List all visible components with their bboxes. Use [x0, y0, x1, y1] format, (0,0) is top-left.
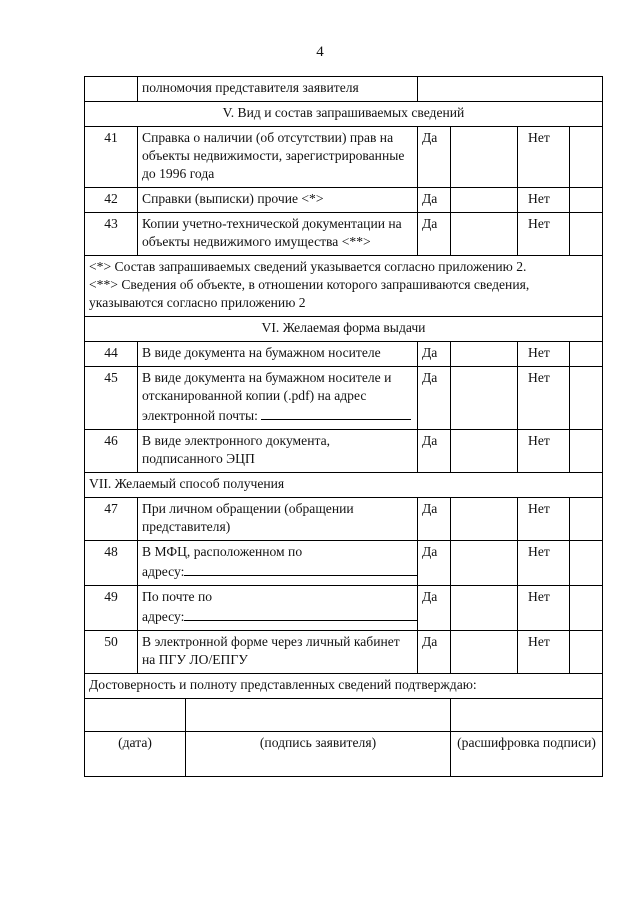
no-label: Нет: [518, 498, 570, 541]
signature-field[interactable]: [186, 699, 451, 732]
address-field[interactable]: [184, 561, 418, 576]
table-row: [85, 127, 603, 188]
row-number: 46: [85, 430, 138, 473]
transcript-field[interactable]: [451, 699, 603, 732]
row-label-suffix: адресу:: [142, 609, 185, 624]
yes-checkbox[interactable]: [451, 586, 518, 631]
row-label: В виде документа на бумажном носителе и отсканированной копии (.pdf) на адрес: [142, 370, 392, 403]
row-number: 41: [85, 127, 138, 188]
no-label: Нет: [518, 586, 570, 631]
table-row: [85, 541, 603, 586]
yes-checkbox[interactable]: [451, 498, 518, 541]
table-row: [85, 430, 603, 473]
request-form-table: [84, 76, 603, 777]
no-checkbox[interactable]: [570, 213, 603, 256]
yes-label: Да: [418, 541, 451, 586]
signature-blank-row: [85, 699, 603, 732]
no-checkbox[interactable]: [570, 188, 603, 213]
yes-label: Да: [418, 342, 451, 367]
yes-label: Да: [418, 430, 451, 473]
row-number: 42: [85, 188, 138, 213]
row-label-suffix: адресу:: [142, 564, 185, 579]
no-label: Нет: [518, 367, 570, 430]
address-field[interactable]: [184, 606, 418, 621]
yes-label: Да: [418, 498, 451, 541]
no-label: Нет: [518, 430, 570, 473]
email-field[interactable]: [261, 405, 411, 420]
yes-label: Да: [418, 127, 451, 188]
yes-checkbox[interactable]: [451, 188, 518, 213]
table-row: [85, 631, 603, 674]
row-label: полномочия представителя заявителя: [138, 77, 418, 102]
yes-checkbox[interactable]: [451, 541, 518, 586]
section-header-row: [85, 473, 603, 498]
no-checkbox[interactable]: [570, 430, 603, 473]
no-checkbox[interactable]: [570, 367, 603, 430]
table-row: [85, 342, 603, 367]
no-checkbox[interactable]: [570, 498, 603, 541]
no-label: Нет: [518, 631, 570, 674]
row-number: 48: [85, 541, 138, 586]
row-number: 47: [85, 498, 138, 541]
row-number: 44: [85, 342, 138, 367]
page-number: 4: [316, 44, 324, 60]
date-field[interactable]: [85, 699, 186, 732]
yes-label: Да: [418, 631, 451, 674]
date-label: (дата): [85, 732, 186, 777]
notes-cell: [85, 256, 603, 317]
no-checkbox[interactable]: [570, 586, 603, 631]
transcript-label: (расшифровка подписи): [451, 732, 603, 777]
yes-checkbox[interactable]: [451, 127, 518, 188]
row-label: По почте по: [142, 589, 213, 604]
row-number: 43: [85, 213, 138, 256]
yes-label: Да: [418, 213, 451, 256]
confirmation-text: Достоверность и полноту представленных сведений подтверждаю:: [85, 674, 603, 699]
row-number: 49: [85, 586, 138, 631]
row-label: Справка о наличии (об отсутствии) прав на объекты недвижимости, зарегистрированные до 1996 года: [138, 127, 418, 188]
no-checkbox[interactable]: [570, 541, 603, 586]
applicant-signature-label: (подпись заявителя): [186, 732, 451, 777]
yes-checkbox[interactable]: [451, 430, 518, 473]
no-label: Нет: [518, 213, 570, 256]
notes-row: [85, 256, 603, 317]
section-5-title: V. Вид и состав запрашиваемых сведений: [85, 102, 603, 127]
table-row: [85, 77, 603, 102]
value-cell[interactable]: [418, 77, 603, 102]
table-row: [85, 188, 603, 213]
yes-checkbox[interactable]: [451, 342, 518, 367]
yes-label: Да: [418, 188, 451, 213]
yes-checkbox[interactable]: [451, 367, 518, 430]
signature-label-row: [85, 732, 603, 777]
yes-checkbox[interactable]: [451, 213, 518, 256]
no-checkbox[interactable]: [570, 342, 603, 367]
row-label: В МФЦ, расположенном по: [142, 544, 303, 559]
row-label: В виде электронного документа, подписанного ЭЦП: [138, 430, 418, 473]
table-row: [85, 367, 603, 430]
row-label: Справки (выписки) прочие <*>: [138, 188, 418, 213]
row-label-suffix: электронной почты:: [142, 408, 258, 423]
row-label: Копии учетно-технической документации на объекты недвижимого имущества <**>: [138, 213, 418, 256]
no-label: Нет: [518, 127, 570, 188]
table-row: [85, 213, 603, 256]
yes-label: Да: [418, 367, 451, 430]
section-6-title: VI. Желаемая форма выдачи: [85, 317, 603, 342]
no-label: Нет: [518, 541, 570, 586]
row-label: В виде документа на бумажном носителе: [138, 342, 418, 367]
row-label-cell: [138, 367, 418, 430]
note-1: <*> Состав запрашиваемых сведений указывается согласно приложению 2.: [89, 259, 527, 274]
section-header-row: [85, 317, 603, 342]
row-label: В электронной форме через личный кабинет на ПГУ ЛО/ЕПГУ: [138, 631, 418, 674]
section-7-title: VII. Желаемый способ получения: [85, 473, 603, 498]
no-checkbox[interactable]: [570, 631, 603, 674]
num-cell: [85, 77, 138, 102]
table-row: [85, 498, 603, 541]
row-number: 45: [85, 367, 138, 430]
row-label-cell: [138, 586, 418, 631]
section-header-row: [85, 102, 603, 127]
row-label-cell: [138, 541, 418, 586]
confirmation-row: [85, 674, 603, 699]
row-label: При личном обращении (обращении представителя): [138, 498, 418, 541]
table-row: [85, 586, 603, 631]
no-checkbox[interactable]: [570, 127, 603, 188]
yes-checkbox[interactable]: [451, 631, 518, 674]
no-label: Нет: [518, 188, 570, 213]
note-2: <**> Сведения об объекте, в отношении которого запрашиваются сведения, указываются согласно приложению 2: [89, 277, 530, 310]
no-label: Нет: [518, 342, 570, 367]
row-number: 50: [85, 631, 138, 674]
yes-label: Да: [418, 586, 451, 631]
